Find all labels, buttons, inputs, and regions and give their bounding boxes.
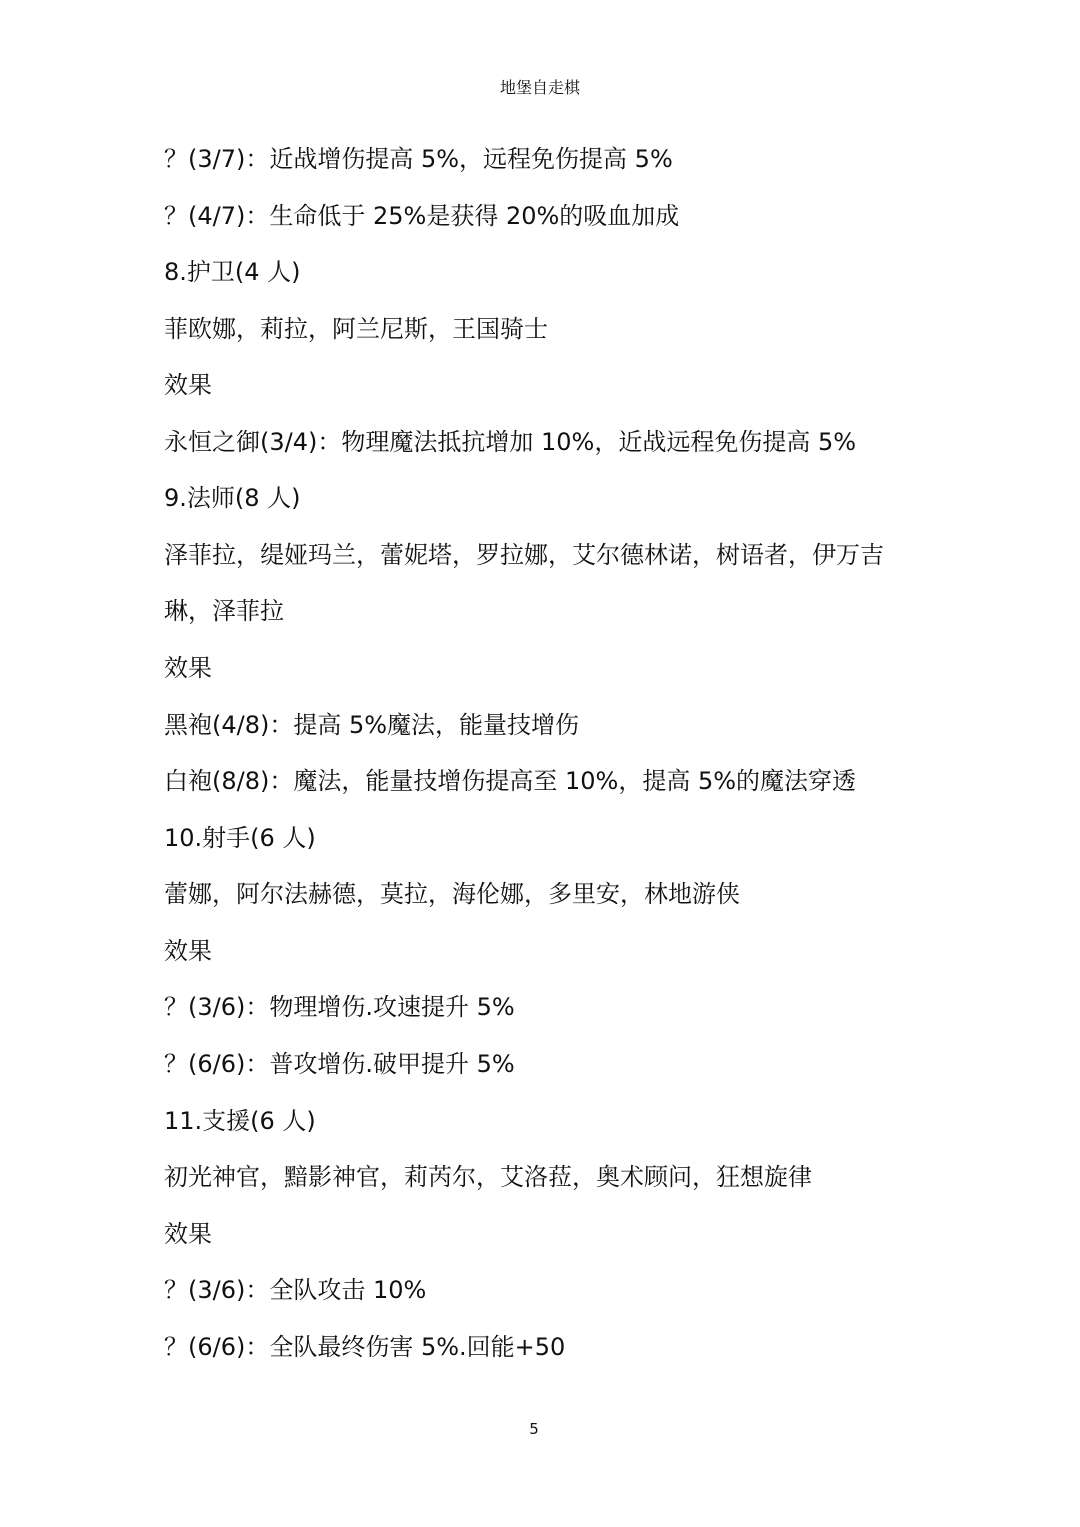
text-line: 琳，泽菲拉 — [164, 597, 284, 625]
text-line: 白袍(8/8)：魔法，能量技增伤提高至 10%，提高 5%的魔法穿透 — [164, 767, 857, 795]
effect-label: 效果 — [164, 937, 212, 965]
text-line: 黑袍(4/8)：提高 5%魔法，能量技增伤 — [164, 711, 580, 739]
text-line: ？(3/7)：近战增伤提高 5%，远程免伤提高 5% — [164, 145, 673, 173]
text-line: 永恒之御(3/4)：物理魔法抵抗增加 10%，近战远程免伤提高 5% — [164, 428, 857, 456]
text-line: 菲欧娜，莉拉，阿兰尼斯，王国骑士 — [164, 315, 548, 343]
page-number: 5 — [529, 1420, 539, 1438]
section-heading: 10.射手(6 人) — [164, 824, 316, 852]
page-header-title: 地堡自走棋 — [499, 78, 580, 97]
text-line: 蕾娜，阿尔法赫德，莫拉，海伦娜，多里安，林地游侠 — [164, 880, 740, 908]
effect-label: 效果 — [164, 1220, 212, 1248]
text-line: 泽菲拉，缇娅玛兰，蕾妮塔，罗拉娜，艾尔德林诺，树语者，伊万吉 — [164, 541, 884, 569]
effect-label: 效果 — [164, 654, 212, 682]
text-line: ？(6/6)：普攻增伤.破甲提升 5% — [164, 1050, 515, 1078]
section-heading: 8.护卫(4 人) — [164, 258, 301, 286]
effect-label: 效果 — [164, 371, 212, 399]
section-heading: 9.法师(8 人) — [164, 484, 301, 512]
section-heading: 11.支援(6 人) — [164, 1107, 316, 1135]
text-line: ？(6/6)：全队最终伤害 5%.回能+50 — [164, 1333, 566, 1361]
text-line: ？(3/6)：全队攻击 10% — [164, 1276, 427, 1304]
text-line: ？(4/7)：生命低于 25%是获得 20%的吸血加成 — [164, 202, 680, 230]
text-line: ？(3/6)：物理增伤.攻速提升 5% — [164, 993, 515, 1021]
text-line: 初光神官，黯影神官，莉芮尔，艾洛菈，奥术顾问，狂想旋律 — [164, 1163, 812, 1191]
